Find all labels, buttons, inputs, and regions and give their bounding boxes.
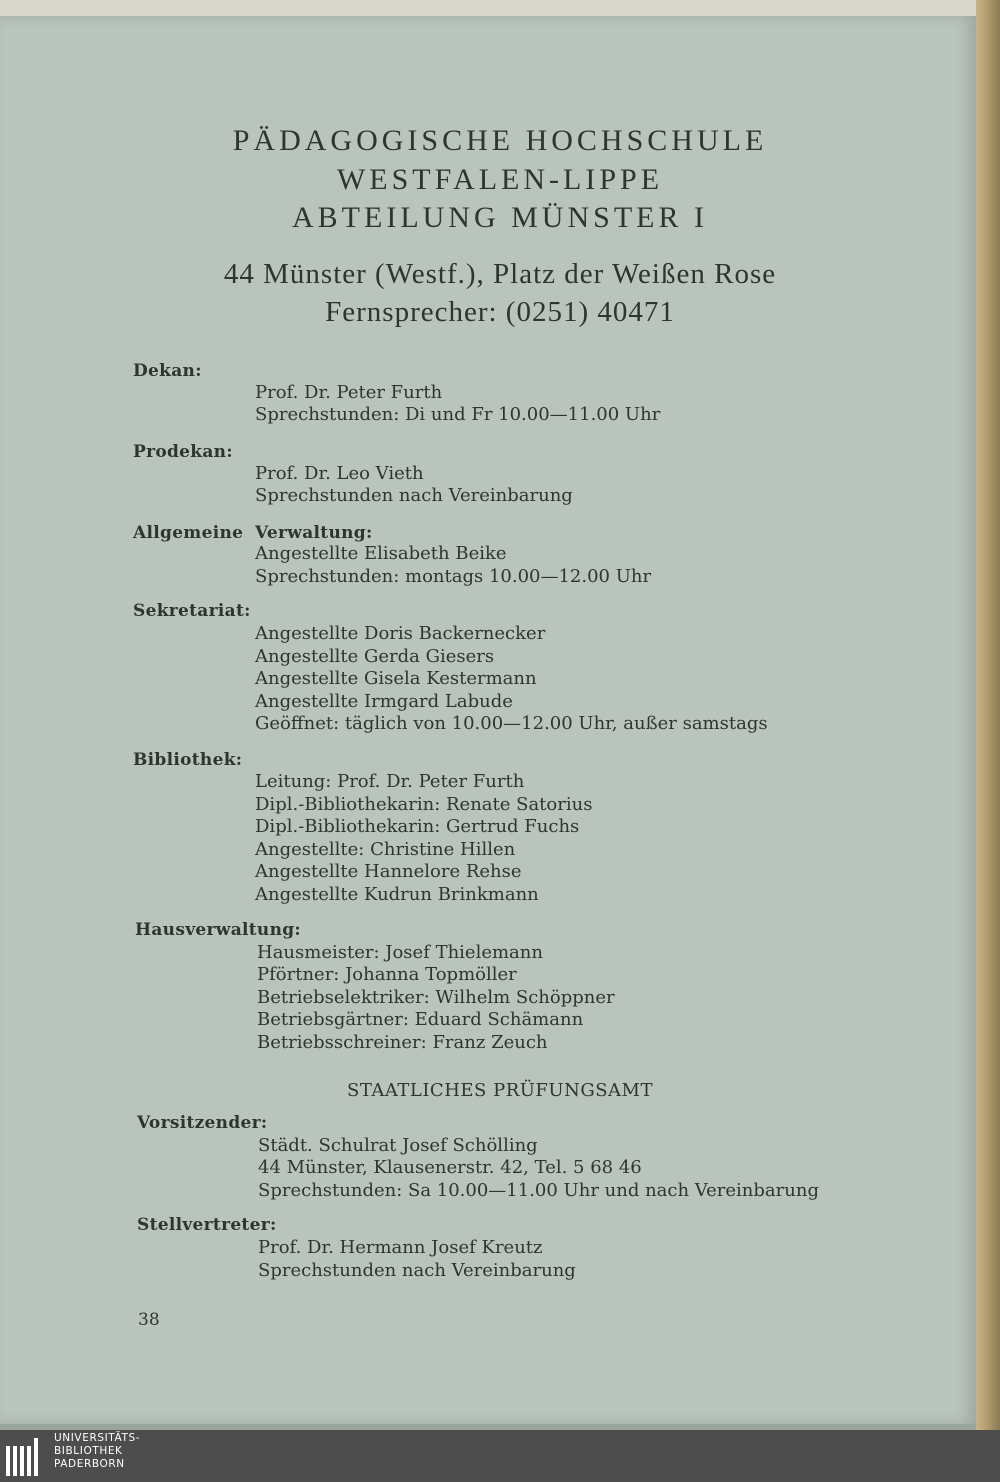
library-logo-icon [6,1436,46,1476]
address-line: 44 Münster (Westf.), Platz der Weißen Rose [223,258,777,290]
entry-line: Sprechstunden nach Vereinbarung [258,1260,576,1281]
entry-line: Sprechstunden: Di und Fr 10.00—11.00 Uhr [255,404,661,425]
section-label-stellvertreter: Stellvertreter: [137,1215,277,1235]
entry-line: Betriebselektriker: Wilhelm Schöppner [257,987,615,1008]
entry-line: Betriebsschreiner: Franz Zeuch [257,1032,548,1053]
entry-line: Sprechstunden: montags 10.00—12.00 Uhr [255,566,652,587]
entry-line: Angestellte Gerda Giesers [255,646,495,667]
entry-line: Städt. Schulrat Josef Schölling [258,1135,538,1156]
entry-line: 44 Münster, Klausenerstr. 42, Tel. 5 68 46 [258,1157,642,1178]
entry-line: Prof. Dr. Leo Vieth [255,463,424,484]
section-label-prodekan: Prodekan: [133,442,233,462]
entry-line: Angestellte Irmgard Labude [255,691,513,712]
entry-line: Leitung: Prof. Dr. Peter Furth [255,771,525,792]
entry-line: Prof. Dr. Hermann Josef Kreutz [258,1237,543,1258]
section-heading-pruefungsamt: STAATLICHES PRÜFUNGSAMT [347,1080,653,1101]
library-name [54,1432,140,1471]
entry-line: Dipl.-Bibliothekarin: Renate Satorius [255,794,593,815]
entry-line: Angestellte: Christine Hillen [255,839,516,860]
entry-line: Angestellte Kudrun Brinkmann [255,884,539,905]
institution-department: ABTEILUNG MÜNSTER I [292,201,708,234]
scan-top-strip [0,0,1000,16]
entry-line: Prof. Dr. Peter Furth [255,382,443,403]
entry-line: Hausmeister: Josef Thielemann [257,942,543,963]
section-label-allgemeine: Allgemeine [133,523,244,543]
entry-line: Sprechstunden: Sa 10.00—11.00 Uhr und nach Vereinbarung [258,1180,819,1201]
section-label-bibliothek: Bibliothek: [133,750,243,770]
institution-title: PÄDAGOGISCHE HOCHSCHULE [232,124,768,157]
entry-line: Betriebsgärtner: Eduard Schämann [257,1009,584,1030]
section-label-hausverwaltung: Hausverwaltung: [135,920,301,940]
page-number: 38 [138,1310,160,1330]
entry-line: Angestellte Doris Backernecker [255,623,546,644]
library-name-line: PADERBORN [54,1458,125,1470]
section-label-vorsitzender: Vorsitzender: [137,1113,268,1133]
entry-line: Angestellte Elisabeth Beike [255,543,507,564]
section-label-dekan: Dekan: [133,361,202,381]
entry-line: Angestellte Gisela Kestermann [255,668,537,689]
entry-line: Sprechstunden nach Vereinbarung [255,485,573,506]
section-label-sekretariat: Sekretariat: [133,601,251,621]
section-label-verwaltung: Verwaltung: [255,523,373,543]
entry-line: Angestellte Hannelore Rehse [255,861,522,882]
library-name-line: UNIVERSITÄTS- [54,1432,141,1444]
phone-line: Fernsprecher: (0251) 40471 [325,296,675,328]
institution-region: WESTFALEN-LIPPE [336,163,664,196]
entry-line: Dipl.-Bibliothekarin: Gertrud Fuchs [255,816,580,837]
entry-line: Geöffnet: täglich von 10.00—12.00 Uhr, außer samstags [255,713,768,734]
library-footer [0,1430,1000,1482]
entry-line: Pförtner: Johanna Topmöller [257,964,517,985]
library-name-line: BIBLIOTHEK [54,1445,123,1457]
